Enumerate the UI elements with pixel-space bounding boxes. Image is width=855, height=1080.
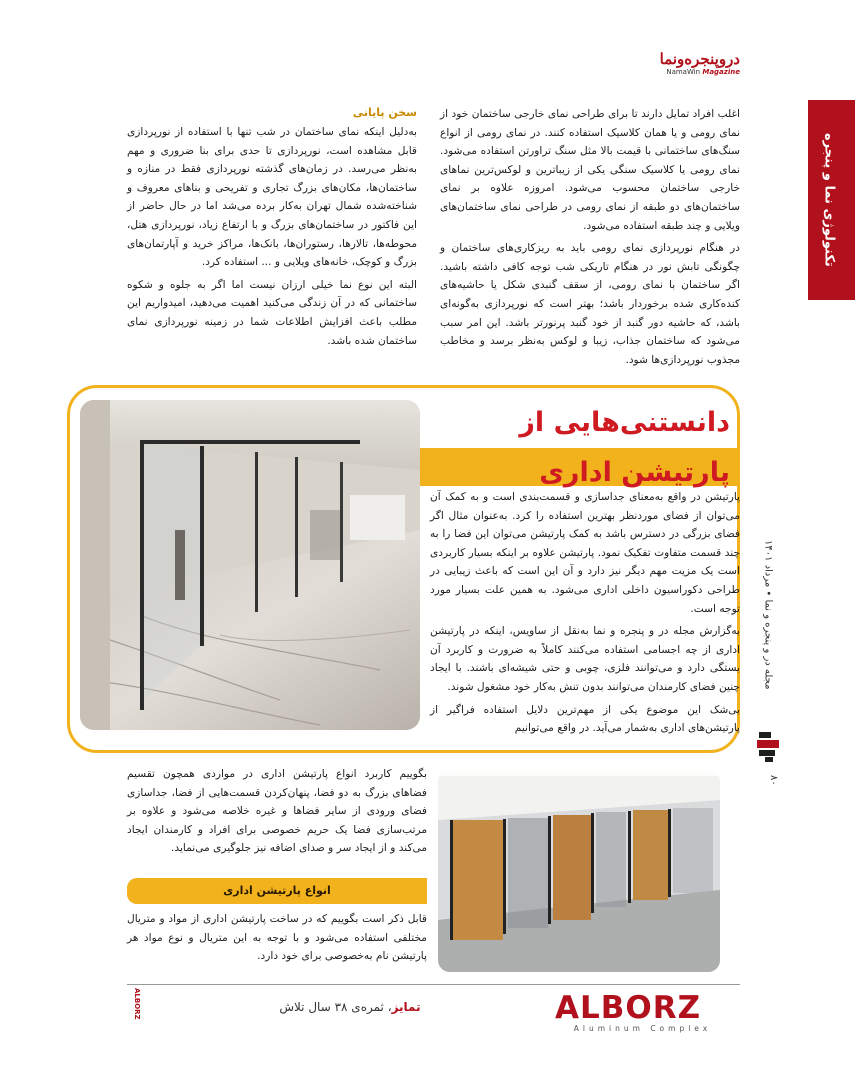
window-profile-icon bbox=[755, 730, 781, 764]
footer-tagline: ، ثمره‌ی ۳۸ سال تلاش bbox=[279, 1000, 392, 1014]
paragraph: به‌دلیل اینکه نمای ساختمان در شب تنها با استفاده از نورپردازی قابل مشاهده است، نورپردازی تا حدی برای بنا ضروری و مهم به‌نظر می‌رسد. در زمان‌های گذشته نورپردازی فقط در منازه و ساختمان‌ها، مکان‌های بزرگ تجاری و تفریحی و بناهای معروف و شناخته‌شده شمال تهران به‌کار برده می‌شد اما در حال حاضر از این فاکتور در ساختمان‌های بزرگ و با ارتفاع زیاد، نورپردازی هتل، محوطه‌ها، تالارها، رستوران‌ها، بانک‌ها، مراکز خرید و آپارتمان‌های بزرگ و کوچک، خانه‌های ویلایی و ... استفاده کرد. bbox=[127, 126, 417, 269]
article-column-left bbox=[127, 105, 417, 354]
logo-magazine: Magazine bbox=[702, 68, 740, 76]
alborz-subtitle: Aluminum Complex bbox=[573, 1024, 712, 1033]
section-heading: سخن پایانی bbox=[352, 106, 417, 119]
alborz-side-mark: ALBORZ bbox=[133, 988, 141, 1020]
paragraph: البته این نوع نما خیلی ارزان نیست اما اگر به جلوه و شکوه ساختمانی که در آن زندگی می‌کنید اهمیت می‌دهید، امیدواریم این مطلب باعث افزایش اطلاعات شما در زمینه نورپردازی نمای ساختمان شده باشد. bbox=[127, 278, 417, 347]
subheading: انواع پارتیشن اداری bbox=[127, 878, 427, 904]
paragraph: بگوییم کاربرد انواع پارتیشن اداری در مواردی همچون تقسیم فضاهای بزرگ به دو فضا، پنهان‌کردن قسمت‌هایی از فضا، جداسازی فضای ورودی از سایر فضاها و غیره خلاصه می‌شود و علاوه بر مرتب‌سازی فضا یک حریم خصوصی برای افراد و کارمندان ایجاد می‌کند و از ایجاد سر و صدای اضافه نیز جلوگیری می‌نماید. bbox=[127, 768, 427, 855]
paragraph: به‌گزارش مجله در و پنجره و نما به‌نقل از ساویس، اینکه در پارتیشن اداری از چه اجسامی استفاده می‌کنند کاملاً به ضرورت و کاربرد آن بستگی دارد و می‌توانند فلزی، چوبی و حتی شیشه‌ای باشند. با ایجاد چنین فضای کارمندان می‌توانند بدون تنش به‌کار خود مشغول شوند. bbox=[430, 625, 740, 693]
paragraph: اغلب افراد تمایل دارند تا برای طراحی نمای خارجی ساختمان خود از نمای رومی و یا همان کلاسیک استفاده کنند. در نمای رومی از انواع سنگ‌های ساختمانی با قیمت بالا مثل سنگ تراورتن استفاده می‌شود. نمای رومی یا کلاسیک سنگی یکی از زیباترین و لوکس‌ترین نماهای خارجی ساختمان محسوب می‌شود. امروزه علاوه بر نمای ساختمان‌های دو طبقه از نمای رومی در طراحی نمای ساختمان‌های ویلایی و چند طبقه استفاده می‌شود. bbox=[440, 108, 740, 232]
footer-divider bbox=[127, 984, 740, 985]
article-column-right bbox=[440, 105, 740, 373]
alborz-wordmark: ALBORZ bbox=[555, 990, 702, 1026]
logo-site: NamaWin bbox=[666, 68, 701, 76]
paragraph: در هنگام نورپردازی نمای رومی باید به ریزکاری‌های ساختمان و چگونگی تابش نور در هنگام تاریکی شب توجه کافی داشته باشید. اگر ساختمان با نمای رومی، از سقف گنبدی شکل یا حاشیه‌های کنده‌کاری شده برخوردار باشد؛ بهتر است که نورپردازی به‌گونه‌ای باشد، که حاشیه دور گنبد از خود گنبد پرنورتر باشد. این امر سبب می‌شود که ساختمان جذاب، زیبا و لوکس به‌نظر برسد و مخاطب مجذوب نورپردازی‌ها شود. bbox=[440, 242, 740, 366]
issue-meta: مجله در و پنجره و نما • مرداد ۱۴۰۱ bbox=[762, 540, 774, 690]
article-column-bottom-2 bbox=[127, 910, 427, 970]
paragraph: پارتیشن در واقع به‌معنای جداسازی و قسمت‌بندی است و به کمک آن می‌توان از فضای موردنظر بهترین استفاده را کرد. به‌عنوان مثال اگر فضای بزرگی در دسترس باشد به کمک پارتیشن می‌توان این فضا را به چند قسمت متفاوت تفکیک نمود. پارتیشن علاوه بر اینکه بسیار کاربردی است یک مزیت مهم دیگر نیز دارد و آن این است که باعث زیبایی در طراحی دکوراسیون داخلی اداری می‌شود. به همین علت بسیار مورد توجه است. bbox=[430, 491, 740, 615]
wooden-partition-corridor-photo bbox=[438, 770, 720, 972]
feature-title: دانستنی‌هایی از پارتیشن اداری bbox=[519, 407, 730, 488]
alborz-logo bbox=[555, 992, 730, 1032]
footer-slogan bbox=[250, 1000, 450, 1024]
paragraph: بی‌شک این موضوع یکی از مهم‌ترین دلایل استفاده فراگیر از پارتیشن‌های اداری به‌شمار می‌آید. در واقع می‌توانیم bbox=[430, 703, 740, 735]
article-column-bottom bbox=[127, 765, 427, 862]
page-number: ۸۰ bbox=[768, 774, 779, 786]
footer-brand-word: تمایز bbox=[391, 1000, 421, 1014]
paragraph: قابل ذکر است بگوییم که در ساخت پارتیشن اداری از مواد و متریال مختلفی استفاده می‌شود و با توجه به این متریال و نوع مواد هر پارتیشن نام به‌خصوصی برای خود دارد. bbox=[127, 913, 427, 963]
logo-title: دروپنجره‌ونما bbox=[659, 50, 740, 68]
logo-subtitle bbox=[640, 68, 740, 77]
section-tab-label: تکنولوژی نما و پنجره bbox=[821, 133, 837, 267]
magazine-logo bbox=[640, 50, 740, 82]
office-glass-partition-photo bbox=[80, 400, 420, 730]
feature-body bbox=[430, 488, 740, 742]
